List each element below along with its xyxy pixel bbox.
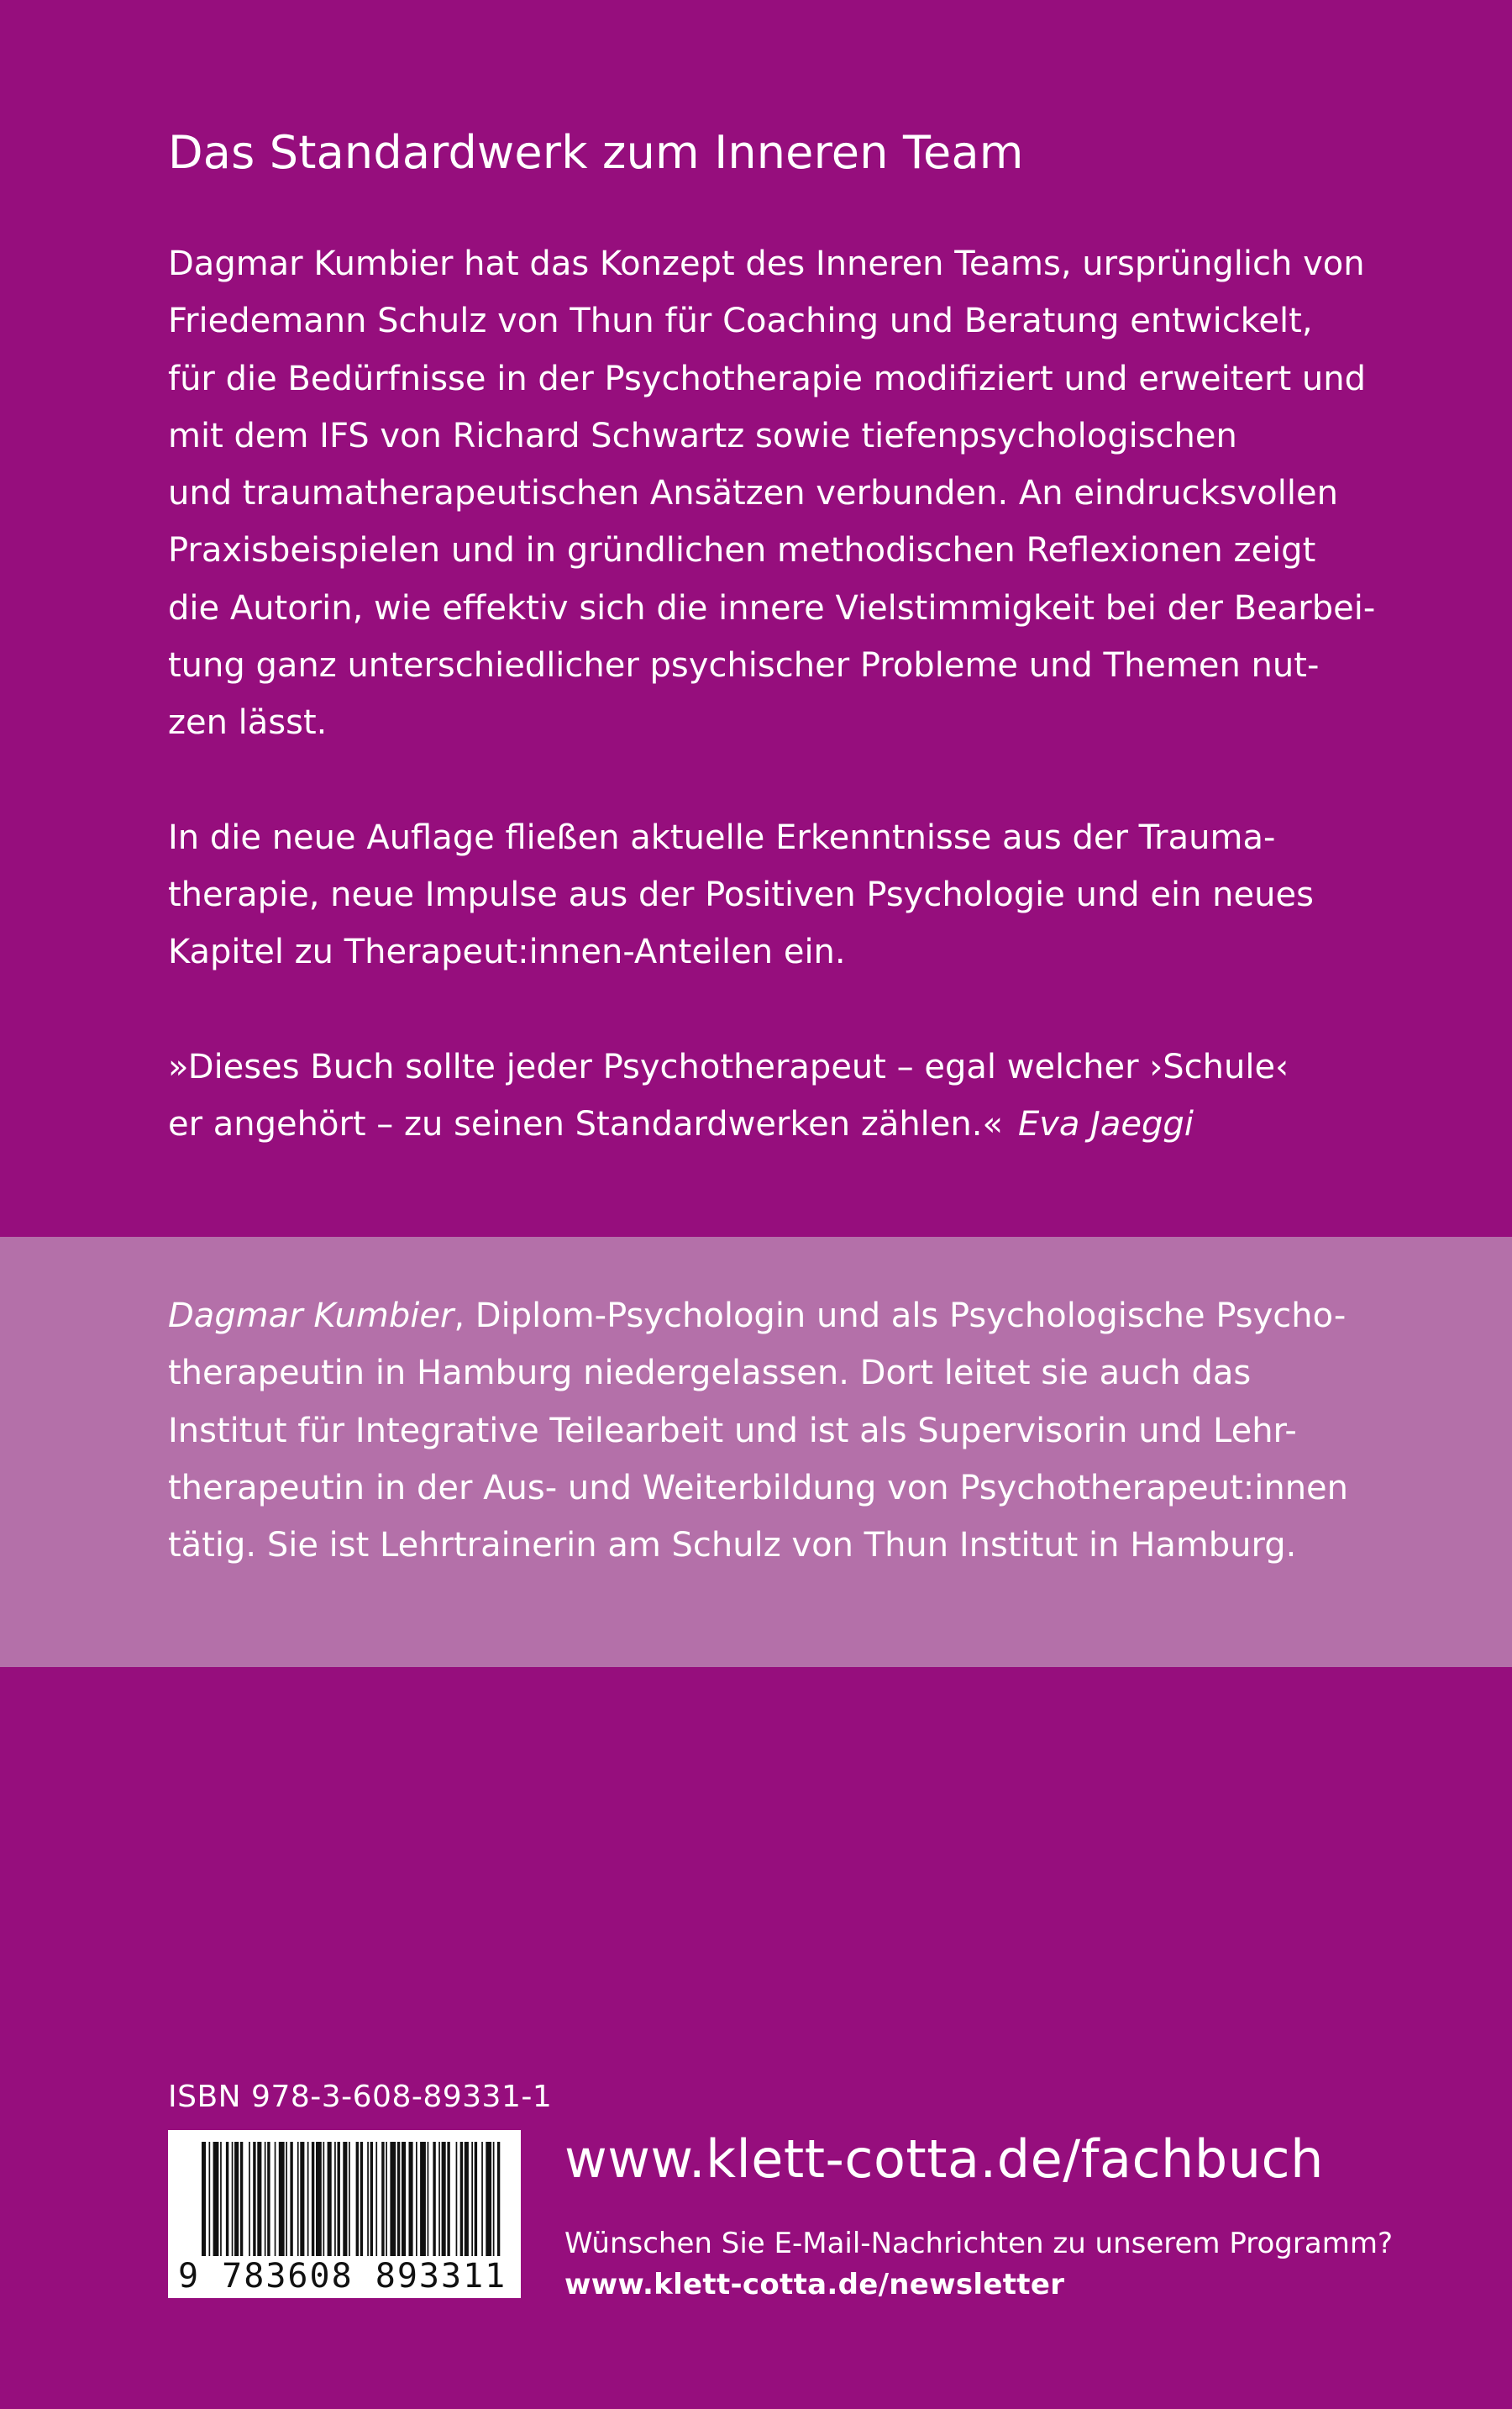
barcode-bar bbox=[257, 2142, 261, 2256]
text-line: tätig. Sie ist Lehrtrainerin am Schulz von Thun Institut in Hamburg. bbox=[168, 1526, 1297, 1565]
newsletter-question: Wünschen Sie E-Mail-Nachrichten zu unserem Programm? bbox=[564, 2227, 1393, 2260]
barcode-bar bbox=[300, 2142, 304, 2256]
barcode-bar bbox=[460, 2142, 463, 2256]
new-edition-paragraph bbox=[168, 809, 1352, 981]
barcode-bar bbox=[328, 2142, 332, 2256]
barcode-bar bbox=[275, 2142, 276, 2256]
barcode-bar bbox=[279, 2142, 285, 2256]
barcode-bar bbox=[234, 2142, 239, 2256]
barcode-bar bbox=[475, 2142, 477, 2256]
text-line: tung ganz unterschiedlicher psychischer Probleme und Themen nut- bbox=[168, 646, 1320, 686]
barcode-bar bbox=[334, 2142, 336, 2256]
barcode-bar bbox=[323, 2142, 325, 2256]
text-line: therapeutin in der Aus- und Weiterbildung von Psychotherapeut:innen bbox=[168, 1468, 1348, 1507]
barcode-bar bbox=[390, 2142, 396, 2256]
barcode-bar bbox=[202, 2142, 206, 2256]
barcode-bar bbox=[497, 2142, 500, 2256]
publisher-website-link[interactable]: www.klett-cotta.de/fachbuch bbox=[564, 2128, 1324, 2190]
barcode-bar bbox=[386, 2142, 387, 2256]
barcode-bar bbox=[286, 2142, 287, 2256]
text-line: therapeutin in Hamburg niedergelassen. Dort leitet sie auch das bbox=[168, 1354, 1252, 1393]
barcode-bar bbox=[349, 2142, 350, 2256]
barcode-bar bbox=[253, 2142, 255, 2256]
barcode-bar bbox=[240, 2142, 243, 2256]
barcode-bar bbox=[381, 2142, 384, 2256]
text-line: zen lässt. bbox=[168, 703, 328, 743]
barcode-bar bbox=[402, 2142, 406, 2256]
author-bio-paragraph bbox=[168, 1287, 1361, 1574]
heading: Das Standardwerk zum Inneren Team bbox=[168, 126, 1024, 179]
text-line: für die Bedürfnisse in der Psychotherapie modifiziert und erweitert und bbox=[168, 359, 1366, 398]
author-bio-text: , Diplom-Psychologin und als Psychologische Psycho- bbox=[454, 1297, 1347, 1335]
barcode-bar bbox=[370, 2142, 373, 2256]
text-line: Kapitel zu Therapeut:innen-Anteilen ein. bbox=[168, 933, 846, 972]
barcode-bar bbox=[312, 2142, 314, 2256]
barcode-bar bbox=[428, 2142, 429, 2256]
barcode-bar bbox=[367, 2142, 369, 2256]
barcode-bar bbox=[232, 2142, 234, 2256]
barcode-bar bbox=[438, 2142, 440, 2256]
barcode bbox=[168, 2130, 521, 2298]
barcode-bar bbox=[433, 2142, 435, 2256]
barcode-bar bbox=[226, 2142, 228, 2256]
barcode-bar bbox=[290, 2142, 292, 2256]
barcode-bar bbox=[481, 2142, 483, 2256]
barcode-bar bbox=[486, 2142, 491, 2256]
quote-paragraph bbox=[168, 1039, 1352, 1154]
barcode-bar bbox=[307, 2142, 309, 2256]
text-line: Dagmar Kumbier hat das Konzept des Inneren Teams, ursprünglich von bbox=[168, 245, 1365, 283]
text-line: Praxisbeispielen und in gründlichen methodischen Reflexionen zeigt bbox=[168, 531, 1316, 571]
quote-line: »Dieses Buch sollte jeder Psychotherapeut – egal welcher ›Schule‹ bbox=[168, 1047, 1289, 1086]
barcode-bar bbox=[338, 2142, 340, 2256]
barcode-bar bbox=[493, 2142, 495, 2256]
quote-text: er angehört – zu seinen Standardwerken zählen.« bbox=[168, 1104, 1003, 1144]
text-line: therapie, neue Impulse aus der Positiven Psychologie und ein neues bbox=[168, 875, 1314, 914]
barcode-bar bbox=[220, 2142, 222, 2256]
barcode-bar bbox=[447, 2142, 449, 2256]
text-line: Institut für Integrative Teilearbeit und ist als Supervisorin und Lehr- bbox=[168, 1411, 1297, 1450]
quote-author: Eva Jaeggi bbox=[1017, 1104, 1194, 1144]
barcode-bar bbox=[356, 2142, 359, 2256]
text-line: mit dem IFS von Richard Schwartz sowie tiefenpsychologischen bbox=[168, 416, 1237, 455]
barcode-bar bbox=[265, 2142, 266, 2256]
text-line: In die neue Auflage fließen aktuelle Erkenntnisse aus der Trauma- bbox=[168, 818, 1276, 857]
barcode-bar bbox=[267, 2142, 270, 2256]
barcode-bar bbox=[297, 2142, 299, 2256]
barcode-bar bbox=[456, 2142, 458, 2256]
author-bio-band bbox=[0, 1237, 1512, 1667]
barcode-bar bbox=[343, 2142, 347, 2256]
blurb-section bbox=[168, 124, 1376, 1153]
text-line: und traumatherapeutischen Ansätzen verbunden. An eindrucksvollen bbox=[168, 474, 1338, 513]
intro-paragraph bbox=[168, 235, 1376, 752]
barcode-bar bbox=[420, 2142, 426, 2256]
barcode-bar bbox=[409, 2142, 413, 2256]
barcode-bar bbox=[360, 2142, 363, 2256]
isbn-label: ISBN 978-3-608-89331-1 bbox=[168, 2080, 553, 2114]
barcode-bar bbox=[465, 2142, 469, 2256]
barcode-bar bbox=[316, 2142, 322, 2256]
quote-line bbox=[168, 1096, 1352, 1153]
newsletter-link[interactable]: www.klett-cotta.de/newsletter bbox=[564, 2268, 1065, 2301]
barcode-bar bbox=[249, 2142, 250, 2256]
text-line bbox=[168, 1287, 1361, 1344]
barcode-bar bbox=[213, 2142, 219, 2256]
author-name: Dagmar Kumbier bbox=[168, 1297, 454, 1335]
barcode-bar bbox=[397, 2142, 400, 2256]
text-line: Friedemann Schulz von Thun für Coaching und Beratung entwickelt, bbox=[168, 302, 1313, 341]
barcode-bar bbox=[209, 2142, 211, 2256]
barcode-digits: 9 783608 893311 bbox=[178, 2257, 507, 2296]
barcode-bar bbox=[442, 2142, 446, 2256]
barcode-bar bbox=[471, 2142, 473, 2256]
barcode-bar bbox=[375, 2142, 377, 2256]
text-line: die Autorin, wie effektiv sich die innere Vielstimmigkeit bei der Bearbei- bbox=[168, 588, 1376, 628]
barcode-bar bbox=[416, 2142, 417, 2256]
